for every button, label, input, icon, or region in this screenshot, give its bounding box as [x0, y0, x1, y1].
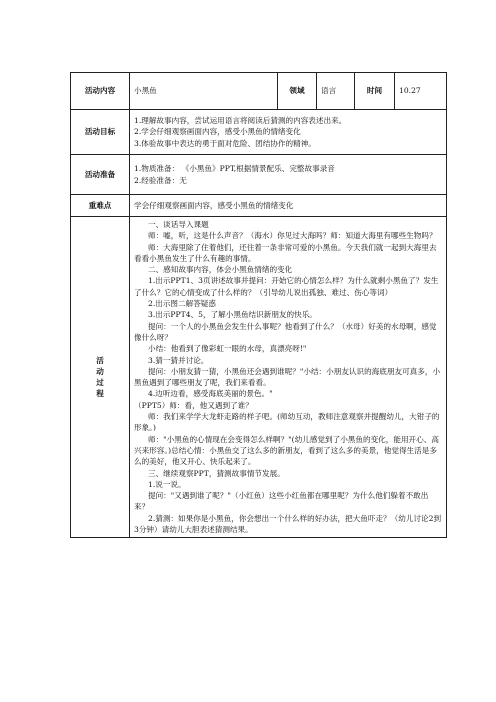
process-label	[71, 217, 130, 538]
process-paragraph: 小结：他看到了像彩虹一眼的水母，真漂亮呀!"	[148, 344, 307, 354]
process-label-char-1: 活	[96, 355, 104, 365]
prep-row	[71, 155, 447, 195]
goal-item-3: 3.体验故事中表达的勇于面对危险、团结协作的精神。	[134, 138, 316, 148]
goals-label: 活动目标	[71, 110, 130, 155]
process-paragraph: 师：我们来学学大龙虾走路的样子吧。(师幼互动，教师注意观察并提醒幼儿，大钳子的形象。)	[134, 412, 440, 433]
time-label: 时间	[355, 73, 395, 110]
process-paragraph: 提问：一个人的小黑鱼会发生什么事呢？他看到了什么？（水母）好美的水母啊，感觉像什么呀？	[134, 321, 437, 342]
process-label-char-2: 动	[96, 366, 104, 376]
goals-row	[71, 110, 447, 155]
process-paragraph: 2.猜测：如果你是小黑鱼，你会想出一个什么样的好办法，把大鱼吓走？（幼儿讨论2到3分钟）请幼儿大胆表述猜测结果。	[134, 513, 442, 535]
process-paragraph: 二、感知故事内容，体会小黑鱼情绪的变化	[148, 265, 293, 275]
process-paragraph: 师：嘘，听，这是什么声音？（海水）你见过大海吗？师：知道大海里有哪些生物吗？	[148, 231, 437, 241]
process-paragraph: 提问：小朋友猜一猜，小黑鱼还会遇到谁呢？"小结：小朋友认识的海底朋友可真多，小黑鱼遇到了哪些朋友了呢，我们来看看。	[134, 366, 441, 388]
process-paragraph: 3.猜一猜并讨论。	[148, 355, 209, 365]
header-row	[71, 73, 447, 110]
process-paragraph: 三、继续观察PPT，猜测故事情节发展。	[148, 468, 285, 478]
process-paragraph: 2.出示图二解答疑惑	[148, 299, 216, 309]
process-paragraph: 1.说一说。	[148, 479, 186, 489]
process-row	[71, 217, 447, 538]
goal-item-1: 1.理解故事内容，尝试运用语言将阅读后猜测的内容表述出来。	[134, 116, 347, 126]
process-paragraph: （PPT5）师：看，他又遇到了谁？	[134, 400, 253, 410]
process-paragraph: 师："小黑鱼的心情现在会变得怎么样啊？"(幼儿感觉到了小黑鱼的变化，能用开心、高兴来形容。)总结心情：小黑鱼交了这么多的新朋友，看到了这么多的美景，他觉得生活是多么的美好，他又开心、快乐起来了。	[134, 434, 439, 467]
process-content	[130, 217, 447, 538]
domain-value: 语言	[317, 73, 355, 110]
content-value: 小黑鱼	[130, 73, 278, 110]
process-paragraph: 4.边听边看，感受海底美丽的景色。"	[148, 389, 273, 399]
prep-content	[130, 155, 447, 195]
process-paragraph: 一、谈话导入课题	[148, 220, 209, 229]
focus-text: 学会仔细观察画面内容，感受小黑鱼的情绪变化	[130, 195, 447, 217]
prep-item-2: 2.经验准备：无	[134, 175, 187, 185]
content-label: 活动内容	[71, 73, 130, 110]
focus-label: 重难点	[71, 195, 130, 217]
focus-row	[71, 195, 447, 217]
prep-label: 活动准备	[71, 155, 130, 195]
process-paragraph: 师：大海里除了住着他们，还住着一条非常可爱的小黑鱼。今天我们就一起到大海里去看看小黑鱼发生了什么有趣的事情。	[134, 242, 437, 263]
process-paragraph: 1.出示PPT1、3页讲述故事并提问：开始它的心情怎么样？为什么就剩小黑鱼了？发生了什么？它的心情变成了什么样的？（引导幼儿说出孤独、难过、伤心等词）	[134, 276, 439, 297]
process-label-char-4: 程	[96, 389, 104, 399]
time-value: 10.27	[395, 73, 447, 110]
process-paragraph: 3.出示PPT4、5，了解小黑鱼结识新朋友的快乐。	[148, 310, 317, 320]
lesson-plan-table	[70, 72, 447, 538]
prep-item-1: 1.物质准备： 《小黑鱼》PPT,根据情景配乐、完整故事录音	[134, 164, 335, 174]
goal-item-2: 2.学会仔细观察画面内容，感受小黑鱼的情绪变化	[134, 127, 301, 137]
goals-content	[130, 110, 447, 155]
domain-label: 领域	[278, 73, 317, 110]
process-paragraph: 提问："又遇到谁了呢？"（小红鱼）这些小红鱼都在哪里呢？为什么他们躲着不敢出来？	[134, 491, 429, 512]
process-label-char-3: 过	[96, 378, 104, 388]
